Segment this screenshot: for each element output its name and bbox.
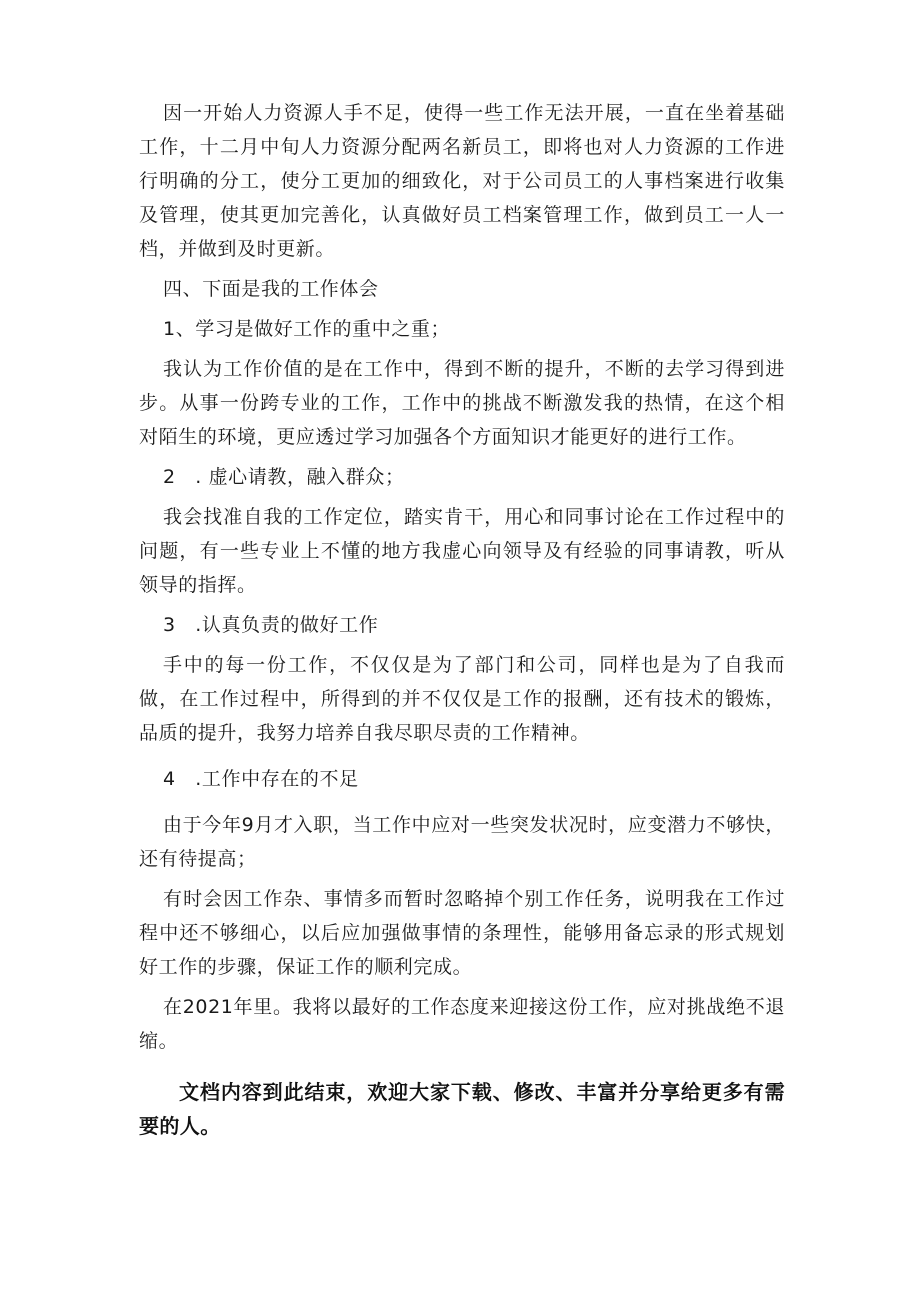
paragraph-shortcoming-carefulness: 有时会因工作杂、事情多而暂时忽略掉个别工作任务，说明我在工作过程中还不够细心，以后应加强做事情的条理性，能够用备忘录的形式规划好工作的步骤，保证工作的顺利完成。 — [139, 888, 785, 978]
paragraph-closing-commitment: 在2021年里。我将以最好的工作态度来迎接这份工作，应对挑战绝不退缩。 — [139, 996, 785, 1052]
paragraph-learning: 我认为工作价值的是在工作中，得到不断的提升，不断的去学习得到进步。从事一份跨专业的工作，工作中的挑战不断激发我的热情，在这个相对陌生的环境，更应透过学习加强各个方面知识才能更好的进行工作。 — [139, 358, 785, 448]
document-body — [139, 96, 785, 1144]
paragraph-ask-humbly: 我会找准自我的工作定位，踏实肯干，用心和同事讨论在工作过程中的问题，有一些专业上不懂的地方我虚心向领导及有经验的同事请教，听从领导的指挥。 — [139, 506, 785, 596]
item-heading-ask-humbly: 2 . 虚心请教，融入群众； — [163, 466, 405, 488]
paragraph-responsibility: 手中的每一份工作，不仅仅是为了部门和公司，同样也是为了自我而做，在工作过程中，所得到的并不仅仅是工作的报酬，还有技术的锻炼，品质的提升，我努力培养自我尽职尽责的工作精神。 — [139, 654, 785, 744]
paragraph-staffing: 因一开始人力资源人手不足，使得一些工作无法开展，一直在坐着基础工作，十二月中旬人力资源分配两名新员工，即将也对人力资源的工作进行明确的分工，使分工更加的细致化，对于公司员工的人事档案进行收集及管理，使其更加完善化，认真做好员工档案管理工作，做到员工一人一档，并做到及时更新。 — [139, 102, 785, 260]
item-heading-learning: 1、学习是做好工作的重中之重； — [163, 318, 451, 340]
item-heading-responsibility: 3 .认真负责的做好工作 — [163, 614, 379, 636]
section-heading-work-experience: 四、下面是我的工作体会 — [163, 278, 379, 300]
footer-note: 文档内容到此结束，欢迎大家下载、修改、丰富并分享给更多有需要的人。 — [139, 1082, 785, 1138]
item-heading-shortcomings: 4 .工作中存在的不足 — [163, 768, 359, 790]
paragraph-shortcoming-adaptability: 由于今年9月才入职，当工作中应对一些突发状况时，应变潜力不够快，还有待提高； — [139, 814, 785, 870]
